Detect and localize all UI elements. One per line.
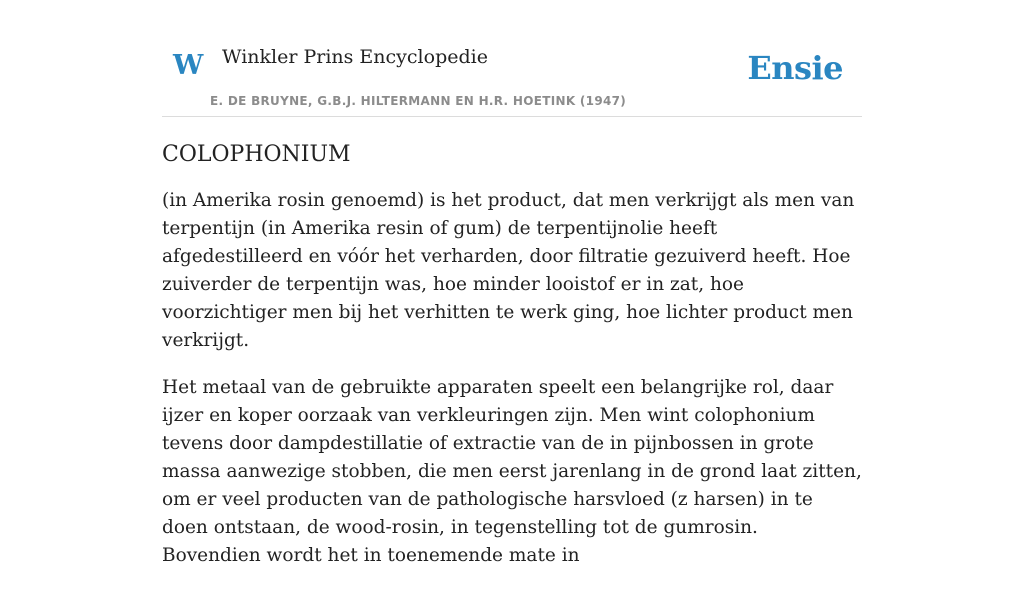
- article: [162, 138, 862, 589]
- winkler-prins-logo[interactable]: W: [173, 50, 204, 81]
- source-authors: E. DE BRUYNE, G.B.J. HILTERMANN EN H.R. HOETINK (1947): [210, 94, 627, 108]
- source-title[interactable]: Winkler Prins Encyclopedie: [222, 46, 488, 68]
- article-title: COLOPHONIUM: [162, 142, 351, 167]
- article-paragraph: (in Amerika rosin genoemd) is het product, dat men verkrijgt als men van terpentijn (in Amerika resin of gum) de terpentijnolie heeft afgedestilleerd en vóór het verharden, door filtratie gezuiverd heeft. Hoe zuiverder de terpentijn was, hoe minder looistof er in zat, hoe voorzichtiger men bij het verhitten te werk ging, hoe lichter product men verkrijgt.: [162, 190, 855, 351]
- article-paragraph: Het metaal van de gebruikte apparaten speelt een belangrijke rol, daar ijzer en koper oorzaak van verkleuringen zijn. Men wint colophonium tevens door dampdestillatie of extractie van de in pijnbossen in grote massa aanwezige stobben, die men eerst jarenlang in de grond laat zitten, om er veel producten van de pathologische harsvloed (z harsen) in te doen ontstaan, de wood-rosin, in tegenstelling tot de gumrosin. Bovendien wordt het in toenemende mate in: [162, 377, 862, 566]
- source-header: [162, 0, 862, 117]
- ensie-logo[interactable]: Ensie: [747, 49, 843, 87]
